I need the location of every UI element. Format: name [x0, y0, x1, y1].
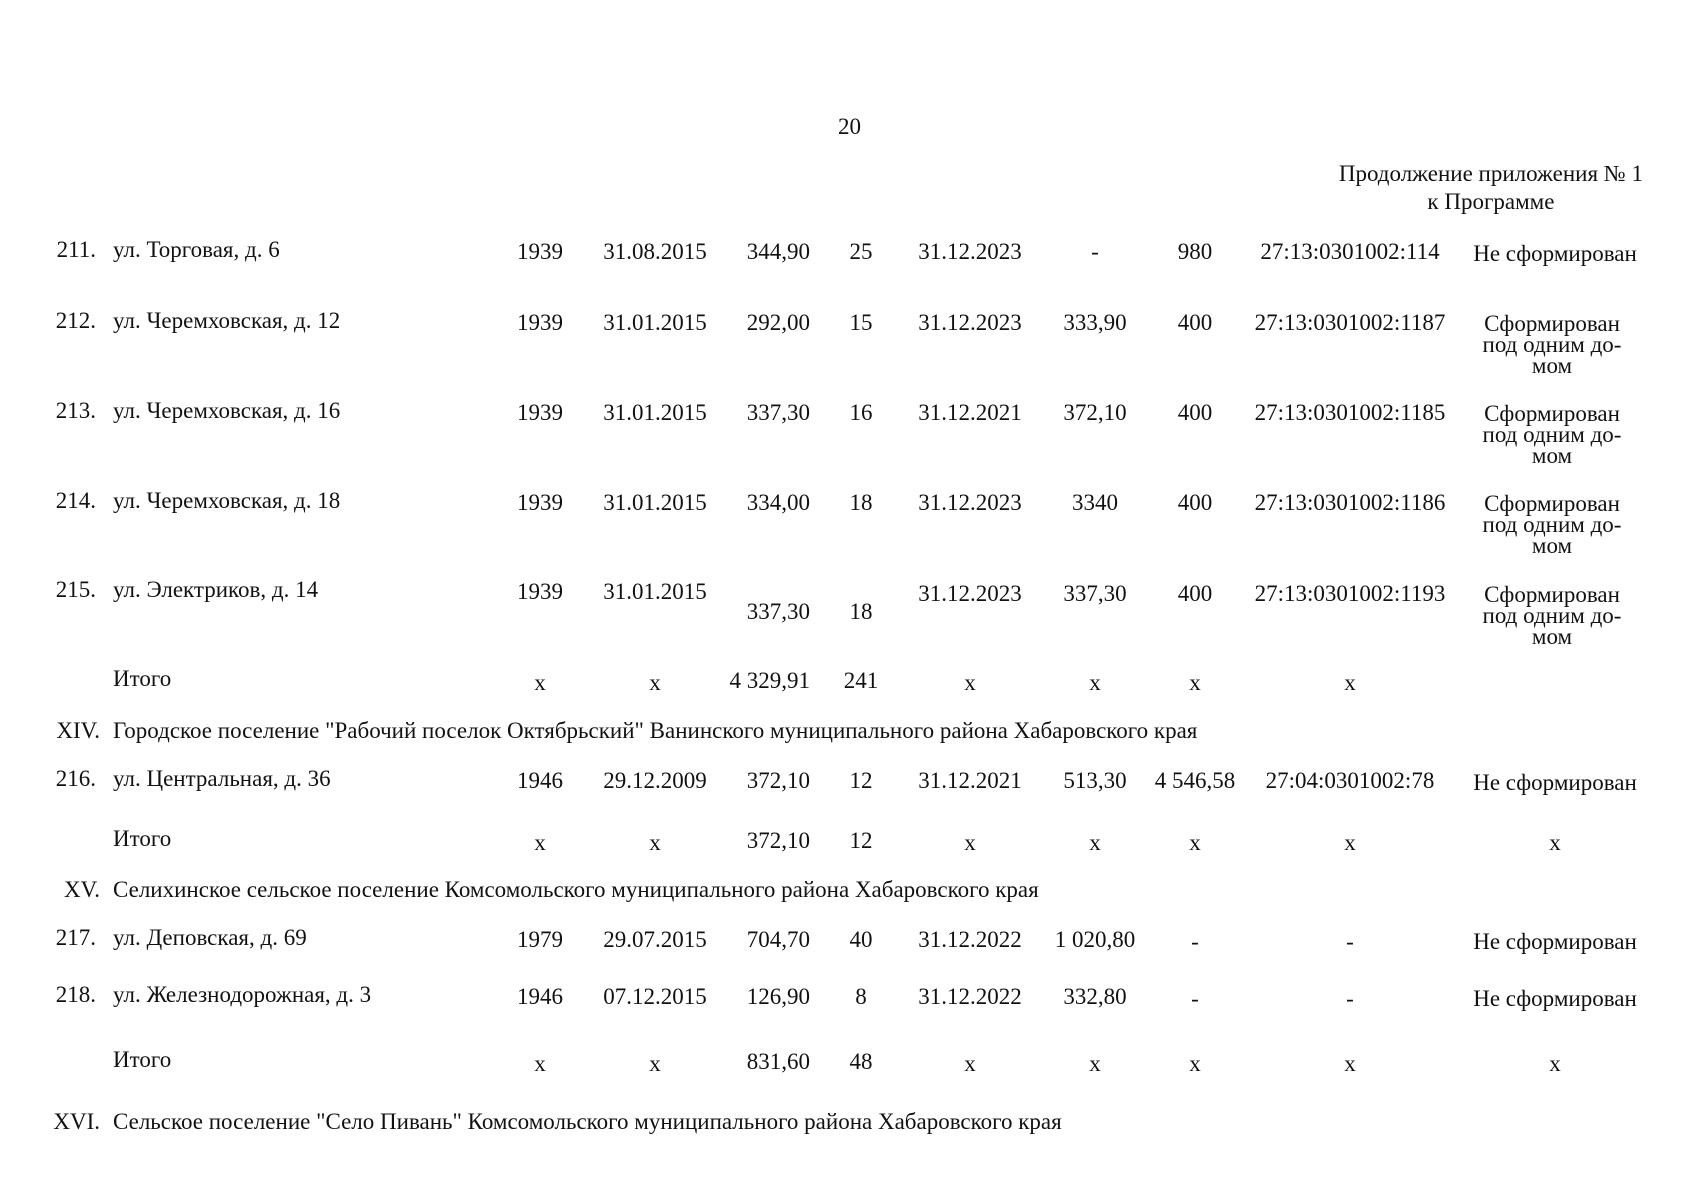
year: х: [534, 1051, 546, 1076]
people: 241: [843, 668, 879, 693]
area: 372,10: [746, 828, 810, 853]
area: 831,60: [746, 1049, 810, 1074]
people: 8: [855, 984, 867, 1009]
year: 1939: [517, 239, 563, 264]
date: 31.01.2015: [603, 579, 707, 604]
area: 4 329,91: [729, 668, 810, 693]
address: ул. Черемховская, д. 12: [113, 308, 341, 333]
land-area: х: [1189, 670, 1201, 695]
cadastral-number: 27:13:0301002:1185: [1254, 400, 1446, 425]
cadastral-number: 27:13:0301002:114: [1260, 239, 1440, 264]
status: Не сформирован: [1473, 986, 1637, 1011]
people: 15: [849, 310, 873, 335]
area: 334,00: [746, 490, 810, 515]
area: 337,30: [746, 400, 810, 425]
land-area: 400: [1177, 581, 1213, 606]
year: х: [534, 670, 546, 695]
status: Сформирован под одним до-мом: [1482, 582, 1622, 649]
cadastral-number: х: [1344, 670, 1356, 695]
land-area: х: [1189, 830, 1201, 855]
cadastral-number: -: [1346, 986, 1354, 1011]
section-title: Селихинское сельское поселение Комсомольского муниципального района Хабаровского края: [113, 877, 1039, 902]
area2: 3340: [1072, 490, 1118, 515]
deadline: 31.12.2022: [918, 984, 1022, 1009]
area2: х: [1089, 1051, 1101, 1076]
people: 25: [849, 239, 873, 264]
date: х: [649, 670, 661, 695]
deadline: 31.12.2023: [918, 490, 1022, 515]
people: 18: [849, 490, 873, 515]
date: х: [649, 1051, 661, 1076]
appendix-header: [1339, 160, 1643, 216]
area: 372,10: [746, 768, 810, 793]
people: 18: [849, 599, 873, 624]
address: ул. Деповская, д. 69: [113, 925, 307, 950]
deadline: 31.12.2021: [918, 768, 1022, 793]
address: ул. Торговая, д. 6: [113, 237, 280, 262]
address: ул. Железнодорожная, д. 3: [113, 982, 372, 1007]
status: Не сформирован: [1473, 770, 1637, 795]
deadline: х: [964, 1051, 976, 1076]
land-area: 980: [1177, 239, 1213, 264]
area: 337,30: [746, 599, 810, 624]
cadastral-number: 27:04:0301002:78: [1265, 768, 1435, 793]
year: 1946: [517, 768, 563, 793]
cadastral-number: -: [1346, 929, 1354, 954]
address: ул. Центральная, д. 36: [113, 766, 331, 791]
section-number: XV.: [63, 877, 100, 902]
date: 31.01.2015: [603, 310, 707, 335]
people: 16: [849, 400, 873, 425]
date: 31.08.2015: [603, 239, 707, 264]
cadastral-number: х: [1344, 830, 1356, 855]
status: Не сформирован: [1473, 241, 1637, 266]
people: 12: [849, 828, 873, 853]
area2: 372,10: [1063, 400, 1127, 425]
area2: х: [1089, 830, 1101, 855]
people: 40: [849, 927, 873, 952]
year: 1939: [517, 400, 563, 425]
section-number: XVI.: [53, 1109, 100, 1134]
cadastral-number: 27:13:0301002:1193: [1254, 581, 1446, 606]
total-label: Итого: [113, 666, 172, 691]
date: х: [649, 830, 661, 855]
appendix-line-2: к Программе: [1427, 189, 1555, 214]
land-area: -: [1191, 929, 1199, 954]
year: х: [534, 830, 546, 855]
land-area: х: [1189, 1051, 1201, 1076]
area2: -: [1091, 239, 1099, 264]
status: Сформирован под одним до-мом: [1482, 491, 1622, 558]
cadastral-number: 27:13:0301002:1187: [1254, 310, 1446, 335]
row-number: 217.: [55, 925, 96, 950]
row-number: 212.: [55, 308, 96, 333]
area: 126,90: [746, 984, 810, 1009]
area2: 1 020,80: [1054, 927, 1136, 952]
people: 48: [849, 1049, 873, 1074]
address: ул. Черемховская, д. 18: [113, 488, 341, 513]
section-title: Городское поселение "Рабочий поселок Октябрьский" Ванинского муниципального района Хабаровского края: [113, 718, 1198, 743]
area: 704,70: [746, 927, 810, 952]
cadastral-number: 27:13:0301002:1186: [1254, 490, 1446, 515]
row-number: 215.: [55, 577, 96, 602]
date: 31.01.2015: [603, 400, 707, 425]
deadline: х: [964, 670, 976, 695]
section-number: XIV.: [56, 718, 100, 743]
row-number: 213.: [55, 398, 96, 423]
deadline: 31.12.2022: [918, 927, 1022, 952]
deadline: х: [964, 830, 976, 855]
deadline: 31.12.2023: [918, 310, 1022, 335]
section-title: Сельское поселение "Село Пивань" Комсомольского муниципального района Хабаровского края: [113, 1109, 1062, 1134]
year: 1979: [517, 927, 563, 952]
year: 1939: [517, 579, 563, 604]
deadline: 31.12.2023: [918, 239, 1022, 264]
deadline: 31.12.2023: [918, 581, 1022, 606]
row-number: 216.: [55, 766, 96, 791]
people: 12: [849, 768, 873, 793]
area2: 332,80: [1063, 984, 1127, 1009]
land-area: 400: [1177, 310, 1213, 335]
area: 344,90: [746, 239, 810, 264]
row-number: 218.: [55, 982, 96, 1007]
year: 1939: [517, 310, 563, 335]
address: ул. Электриков, д. 14: [113, 577, 319, 602]
area: 292,00: [746, 310, 810, 335]
land-area: -: [1191, 986, 1199, 1011]
total-label: Итого: [113, 1047, 172, 1072]
date: 29.07.2015: [603, 927, 707, 952]
date: 29.12.2009: [603, 768, 707, 793]
status: Сформирован под одним до-мом: [1482, 401, 1622, 468]
row-number: 211.: [56, 237, 96, 262]
area2: 333,90: [1063, 310, 1127, 335]
row-number: 214.: [55, 488, 96, 513]
status: х: [1549, 1051, 1561, 1076]
year: 1946: [517, 984, 563, 1009]
status: Не сформирован: [1473, 929, 1637, 954]
date: 07.12.2015: [603, 984, 707, 1009]
deadline: 31.12.2021: [918, 400, 1022, 425]
land-area: 400: [1177, 490, 1213, 515]
area2: 337,30: [1063, 581, 1127, 606]
land-area: 4 546,58: [1154, 768, 1236, 793]
area2: 513,30: [1063, 768, 1127, 793]
date: 31.01.2015: [603, 490, 707, 515]
year: 1939: [517, 490, 563, 515]
address: ул. Черемховская, д. 16: [113, 398, 341, 423]
total-label: Итого: [113, 826, 172, 851]
appendix-line-1: Продолжение приложения № 1: [1338, 161, 1643, 186]
land-area: 400: [1177, 400, 1213, 425]
page-number: 20: [838, 114, 861, 139]
area2: х: [1089, 670, 1101, 695]
status: х: [1549, 830, 1561, 855]
cadastral-number: х: [1344, 1051, 1356, 1076]
status: Сформирован под одним до-мом: [1482, 311, 1622, 378]
